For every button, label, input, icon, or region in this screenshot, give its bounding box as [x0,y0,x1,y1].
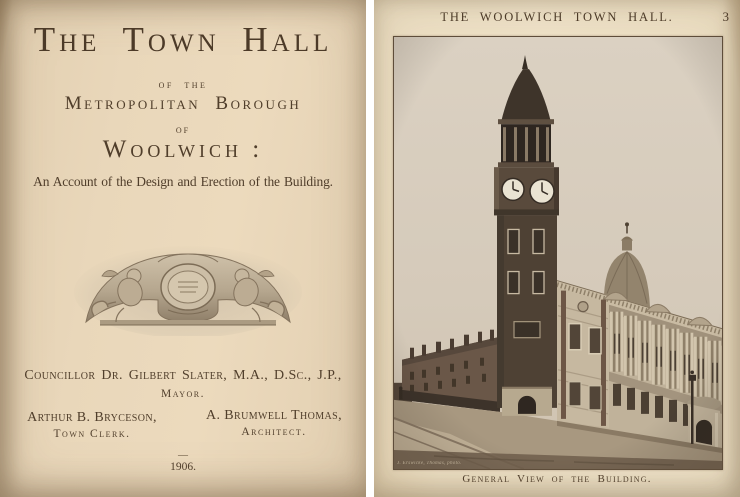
title-of: of [175,122,191,136]
town-clerk-title: Town Clerk. [53,428,131,440]
architect-title: Architect. [241,426,307,438]
running-header: THE WOOLWICH TOWN HALL. [440,10,674,24]
title-place-line: Woolwich : [102,136,264,163]
title-subtitle: An Account of the Design and Erection of the Building. [33,174,333,189]
mayor-title: Mayor. [160,388,206,400]
architect-block [190,408,358,438]
page-number: 3 [722,9,729,24]
photo-caption: General View of the Building. [462,473,652,485]
town-clerk-block [6,410,178,440]
building-photograph [394,37,722,469]
town-clerk-name: Arthur B. Bryceson, [27,410,157,425]
architect-name: A. Brumwell Thomas, [205,408,342,423]
page-gutter [366,0,374,497]
right-page [374,0,740,497]
cartouche-ornament-image [72,240,304,336]
title-borough-line: Metropolitan Borough [64,93,302,114]
mayor-name: Councillor Dr. Gilbert Slater, M.A., D.Sc., J.P., [24,368,342,383]
imprint-year-block [0,450,366,474]
photo-credit: J. Erswicke, Thomas, photo. [397,461,462,466]
imprint-year: 1906. [170,461,196,473]
book-title: The Town Hall [33,20,333,59]
photo-frame [393,36,723,470]
title-of-the: of the [158,77,208,91]
left-page [0,0,366,497]
year-rule: — [178,450,188,461]
